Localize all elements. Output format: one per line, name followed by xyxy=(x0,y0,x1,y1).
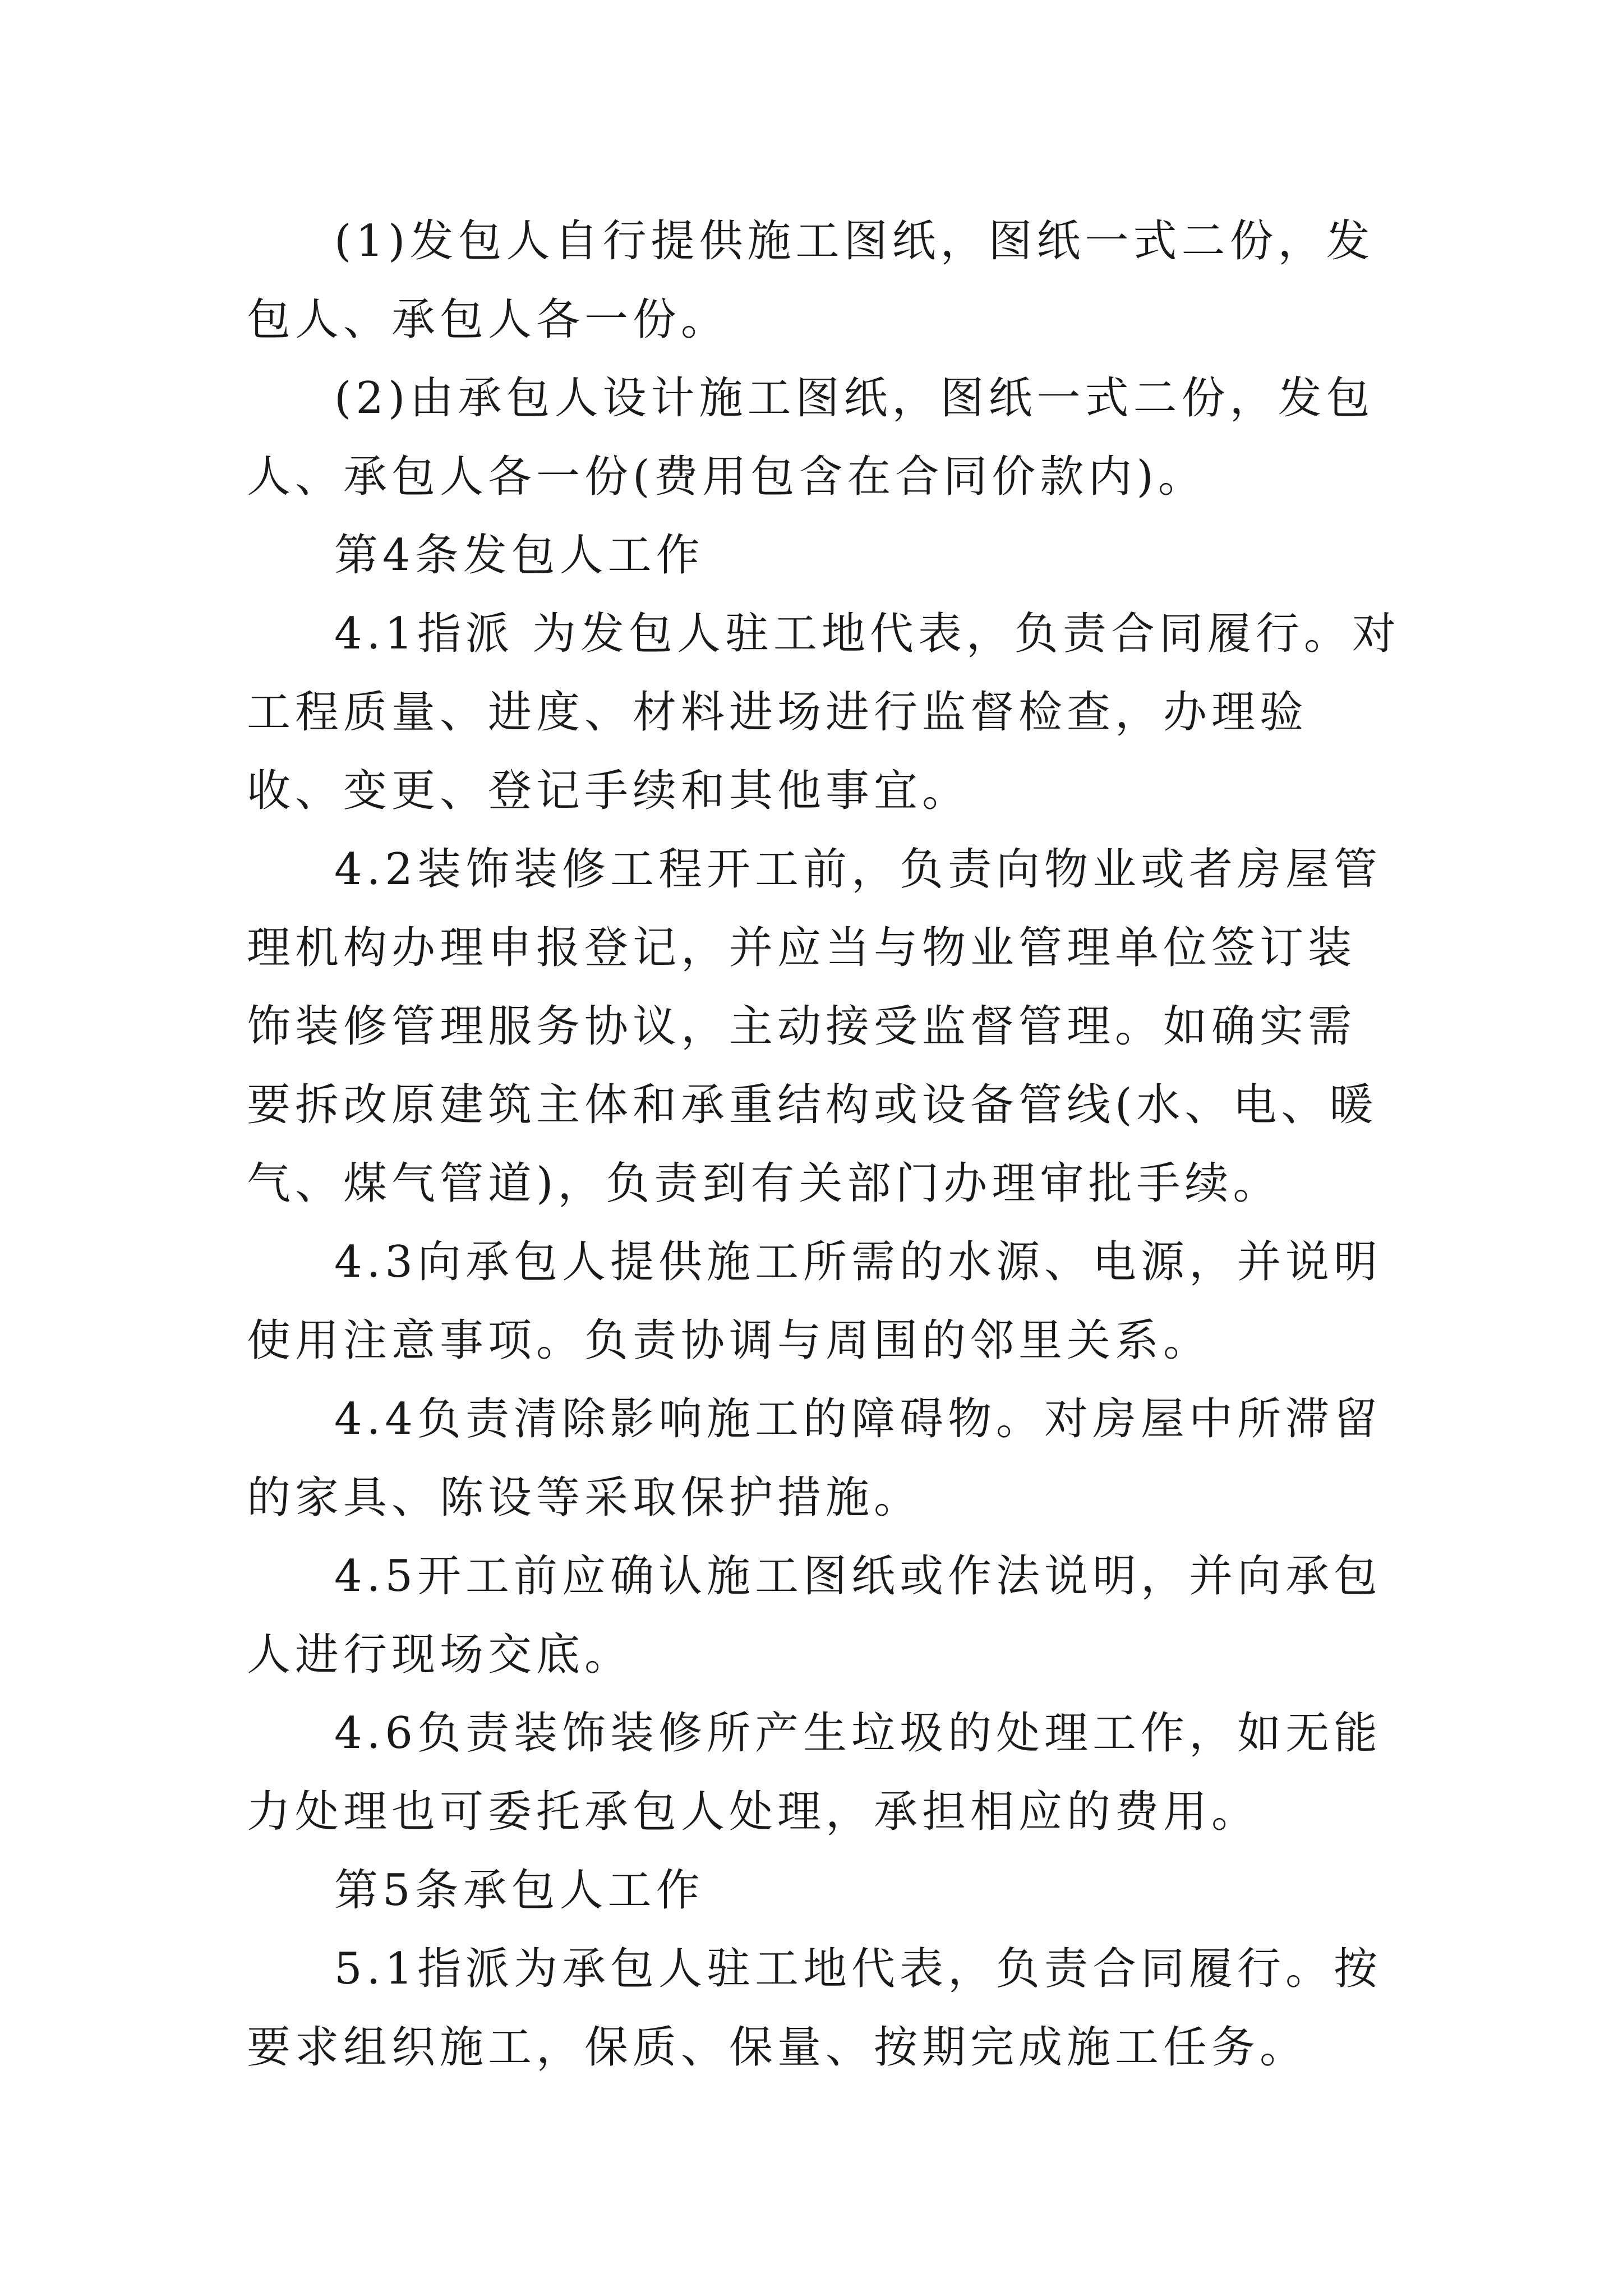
heading-article-5: 第5条承包人工作 xyxy=(334,1865,704,1916)
paragraph-4-4: 4.4负责清除影响施工的障碍物。对房屋中所滞留的家具、陈设等采取保护措施。 xyxy=(247,1394,1382,1523)
paragraph-5-1: 5.1指派为承包人驻工地代表，负责合同履行。按要求组织施工，保质、保量、按期完成施工任务。 xyxy=(247,1944,1382,2073)
document-body xyxy=(247,202,1402,2087)
paragraph-4-5: 4.5开工前应确认施工图纸或作法说明，并向承包人进行现场交底。 xyxy=(247,1551,1382,1680)
paragraph-4-3: 4.3向承包人提供施工所需的水源、电源，并说明使用注意事项。负责协调与周围的邻里关系。 xyxy=(247,1237,1382,1366)
paragraph-4-6: 4.6负责装饰装修所产生垃圾的处理工作，如无能力处理也可委托承包人处理，承担相应的费用。 xyxy=(247,1708,1382,1837)
heading-article-4: 第4条发包人工作 xyxy=(334,530,704,581)
paragraph-4-1: 4.1指派 为发包人驻工地代表，负责合同履行。对工程质量、进度、材料进场进行监督检查，办理验收、变更、登记手续和其他事宜。 xyxy=(247,609,1400,816)
paragraph-drawings-owner-provided: (1)发包人自行提供施工图纸，图纸一式二份，发包人、承包人各一份。 xyxy=(247,216,1375,345)
paragraph-4-2: 4.2装饰装修工程开工前，负责向物业或者房屋管理机构办理申报登记，并应当与物业管理单位签订装饰装修管理服务协议，主动接受监督管理。如确实需要拆改原建筑主体和承重结构或设备管线(水、电、暖气、煤气管道)，负责到有关部门办理审批手续。 xyxy=(247,844,1382,1209)
paragraph-drawings-contractor-designed: (2)由承包人设计施工图纸，图纸一式二份，发包人、承包人各一份(费用包含在合同价款内)。 xyxy=(247,373,1375,502)
